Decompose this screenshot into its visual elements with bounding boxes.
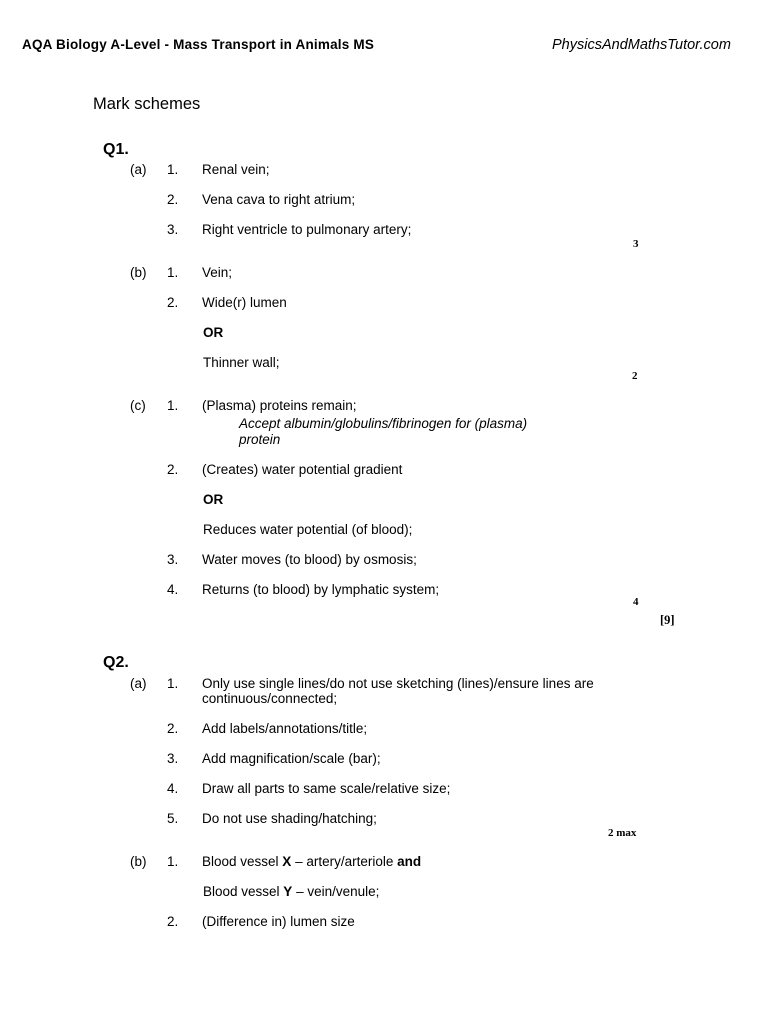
answer-text: Vena cava to right atrium;: [202, 192, 356, 207]
item-number: 3.: [167, 222, 179, 237]
answer-text: Draw all parts to same scale/relative size;: [202, 781, 451, 796]
answer-text: (Creates) water potential gradient: [202, 462, 403, 477]
answer-text: (Difference in) lumen size: [202, 914, 355, 929]
item-number: 3.: [167, 552, 179, 567]
and-connector: and: [397, 854, 422, 869]
item-number: 1.: [167, 676, 179, 691]
answer-text: Add magnification/scale (bar);: [202, 751, 381, 766]
marks-value: 2: [632, 370, 638, 382]
section-title: Mark schemes: [93, 95, 201, 113]
document-header-title: AQA Biology A-Level - Mass Transport in Animals MS: [22, 37, 375, 52]
answer-text: Vein;: [202, 265, 233, 280]
answer-text: Returns (to blood) by lymphatic system;: [202, 582, 440, 597]
item-number: 1.: [167, 398, 179, 413]
answer-text: Only use single lines/do not use sketching (lines)/ensure lines are: [202, 676, 594, 691]
vessel-y-letter: Y: [283, 884, 293, 899]
text-fragment: – vein/venule;: [292, 884, 380, 899]
alternative-answer: Reduces water potential (of blood);: [203, 522, 413, 537]
answer-text: Right ventricle to pulmonary artery;: [202, 222, 412, 237]
text-fragment: Blood vessel: [203, 884, 284, 899]
header-site-name: PhysicsAndMathsTutor.com: [552, 37, 731, 53]
question-label-q1: Q1.: [103, 141, 129, 158]
part-label-q2a: (a): [130, 676, 147, 691]
item-number: 2.: [167, 721, 179, 736]
alternative-answer: Thinner wall;: [203, 355, 280, 370]
or-connector: OR: [203, 492, 224, 507]
or-connector: OR: [203, 325, 224, 340]
item-number: 2.: [167, 914, 179, 929]
marks-value: 3: [633, 238, 639, 250]
item-number: 2.: [167, 192, 179, 207]
answer-text-continued: continuous/connected;: [202, 691, 338, 706]
answer-text: Wide(r) lumen: [202, 295, 287, 310]
item-number: 3.: [167, 751, 179, 766]
part-label-q2b: (b): [130, 854, 147, 869]
item-number: 4.: [167, 781, 179, 796]
part-label-q1c: (c): [130, 398, 146, 413]
question-label-q2: Q2.: [103, 654, 129, 671]
answer-text-vessel-y: [203, 884, 379, 899]
answer-text: Renal vein;: [202, 162, 270, 177]
item-number: 2.: [167, 462, 179, 477]
part-label-q1a: (a): [130, 162, 147, 177]
part-label-q1b: (b): [130, 265, 147, 280]
answer-text: Water moves (to blood) by osmosis;: [202, 552, 417, 567]
item-number: 1.: [167, 854, 179, 869]
text-fragment: Blood vessel: [202, 854, 283, 869]
item-number: 4.: [167, 582, 179, 597]
text-fragment: – artery/arteriole: [291, 854, 398, 869]
item-number: 5.: [167, 811, 179, 826]
marking-note: protein: [239, 432, 281, 447]
marks-value: 4: [633, 596, 639, 608]
marking-note: Accept albumin/globulins/fibrinogen for (plasma): [239, 416, 528, 431]
answer-text: Add labels/annotations/title;: [202, 721, 368, 736]
answer-text-vessel-x: [202, 854, 421, 869]
item-number: 1.: [167, 265, 179, 280]
item-number: 2.: [167, 295, 179, 310]
vessel-x-letter: X: [282, 854, 292, 869]
answer-text: (Plasma) proteins remain;: [202, 398, 357, 413]
item-number: 1.: [167, 162, 179, 177]
answer-text: Do not use shading/hatching;: [202, 811, 377, 826]
marks-value: 2 max: [608, 827, 637, 839]
question-total-marks: [9]: [660, 613, 675, 627]
